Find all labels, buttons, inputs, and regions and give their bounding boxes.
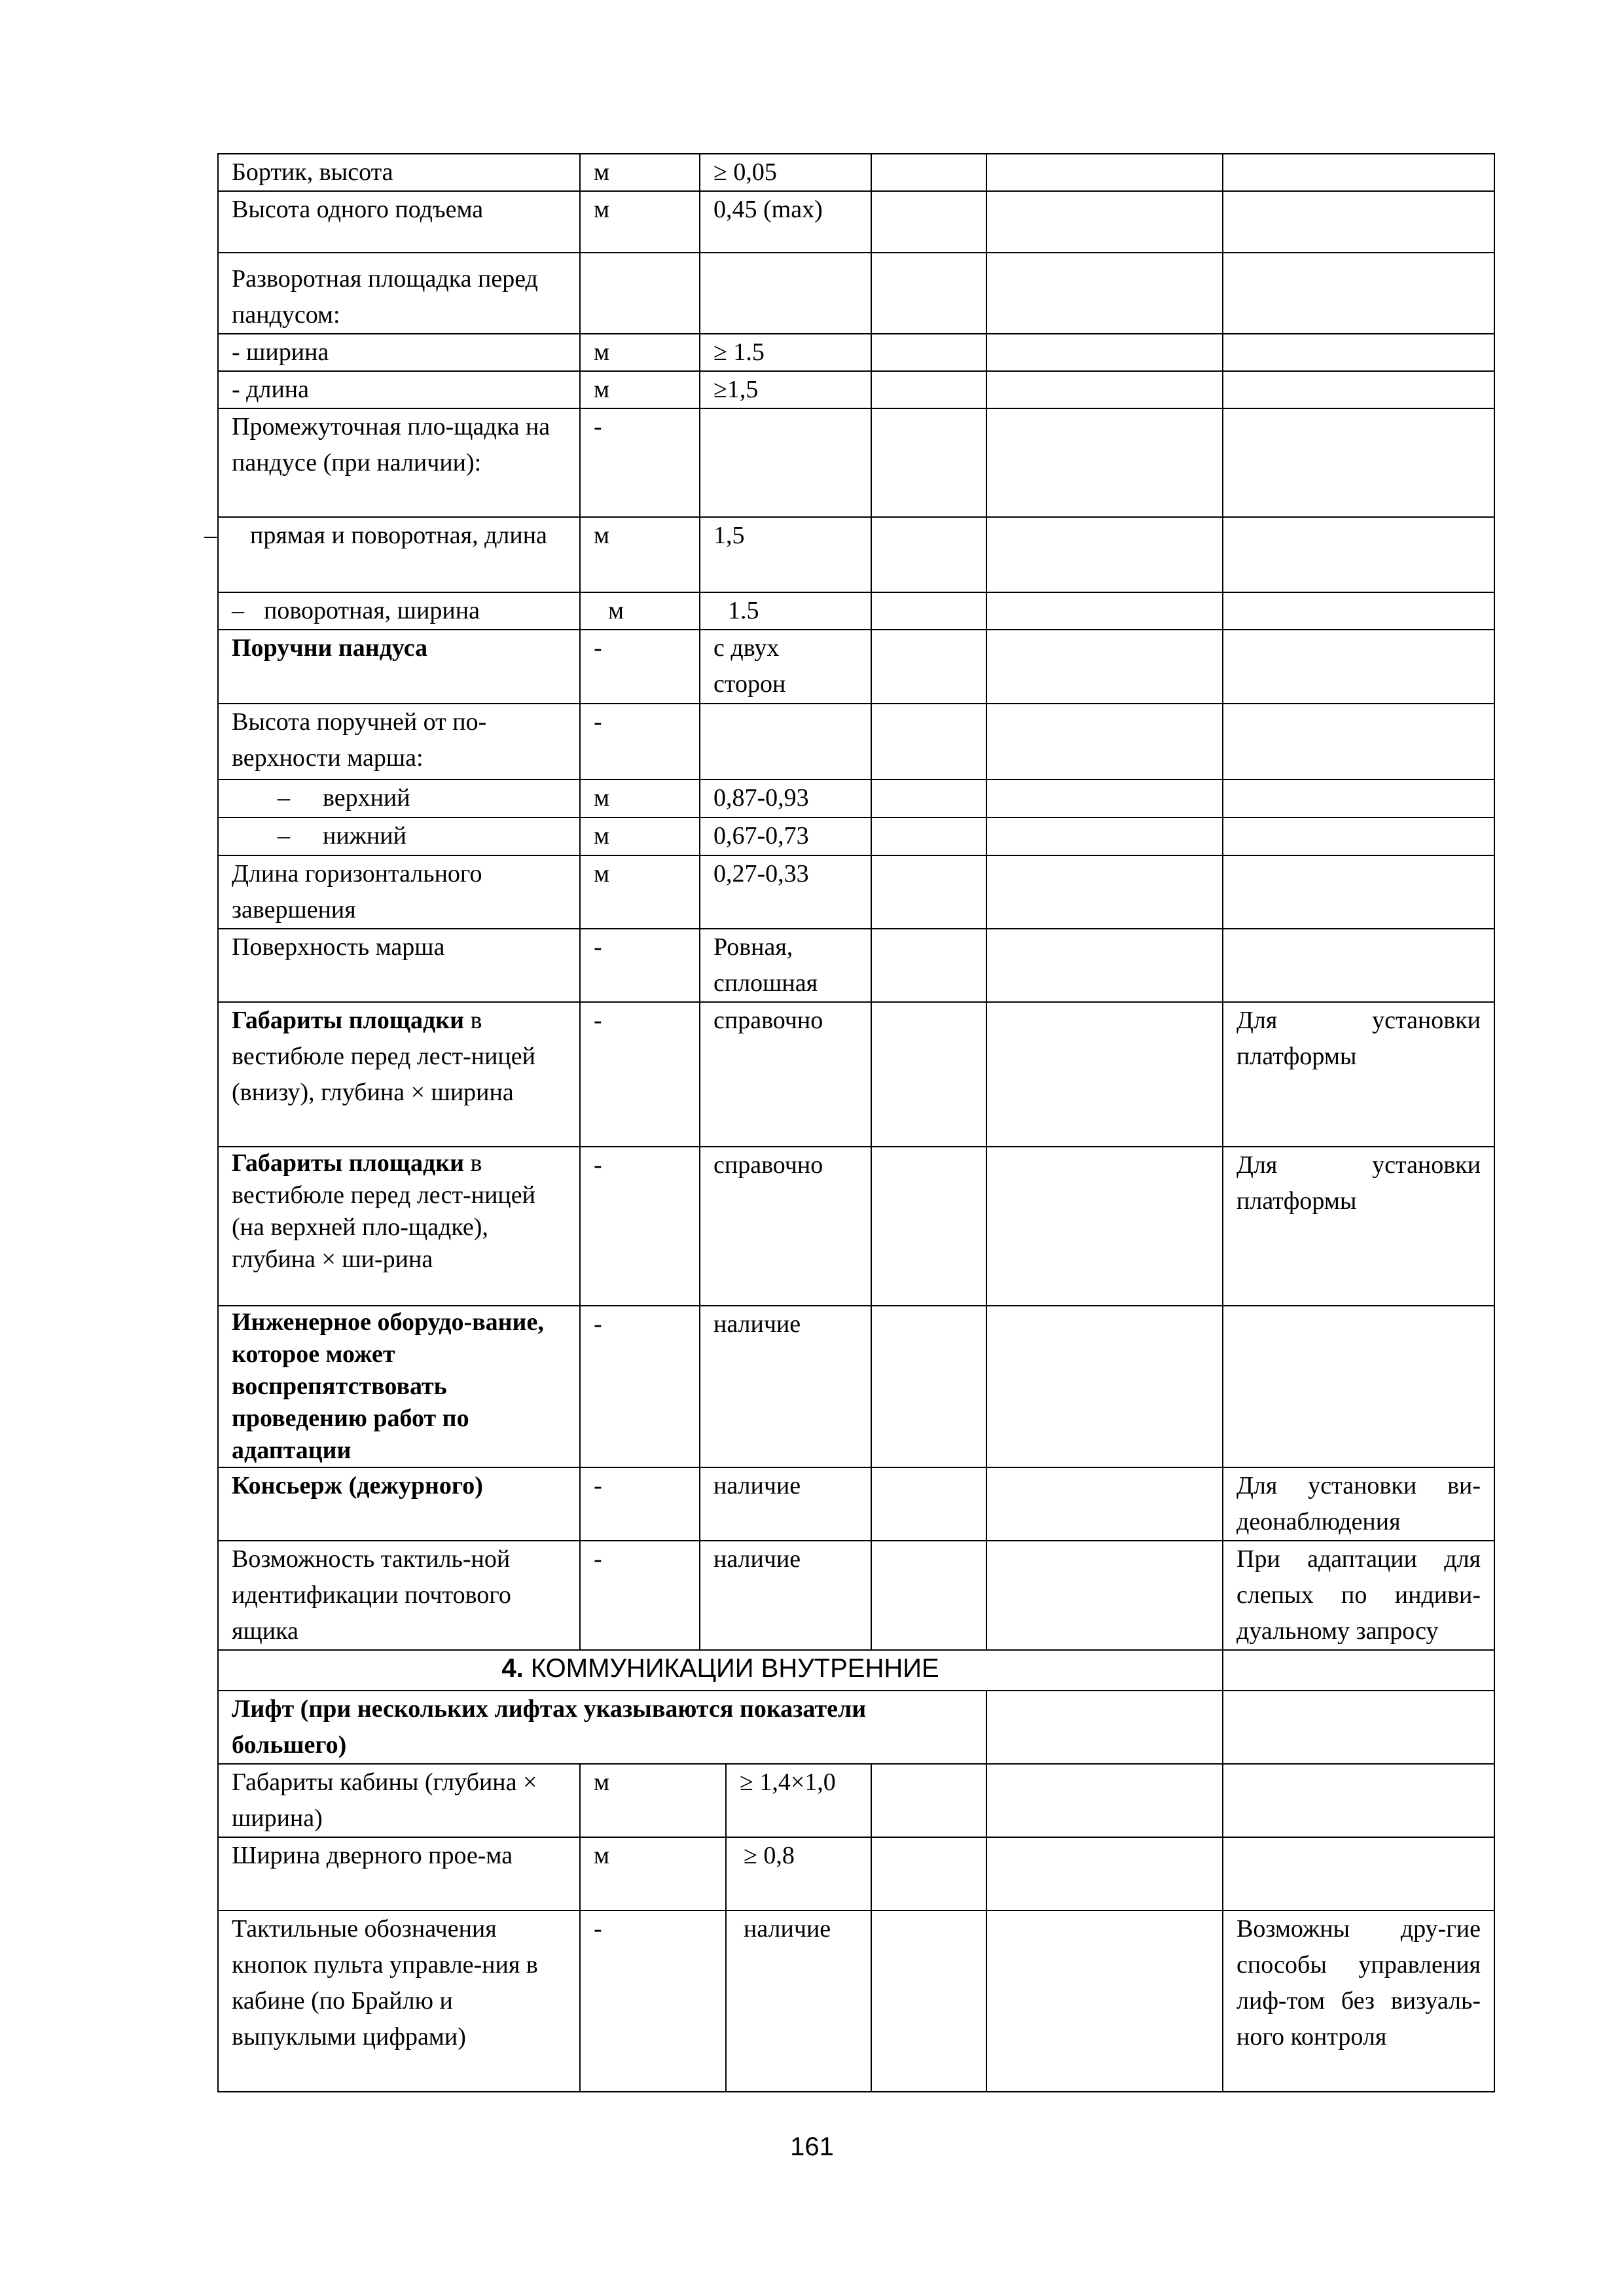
value-cell: наличие [726,1910,871,2092]
blank-cell [986,371,1223,408]
param-cell [218,1147,580,1306]
unit-cell: м [580,855,700,929]
param-bold: Габариты площадки [232,1007,465,1034]
lift-header: Лифт (при нескольких лифтах указываются показатели большего) [218,1691,986,1764]
value-cell [700,253,871,334]
note-cell [1223,371,1494,408]
param-cell [218,1002,580,1147]
note-cell [1223,929,1494,1002]
param-text: в вестибюле перед лест-ницей (на верхней пло-щадке), глубина × ши-рина [232,1149,535,1273]
unit-cell: м [580,334,700,371]
blank-cell [871,334,986,371]
note-cell [1223,855,1494,929]
value-cell [700,408,871,517]
note-cell [1223,253,1494,334]
note-cell: Возможны дру-гие способы управления лиф-том без визуаль-ного контроля [1223,1910,1494,2092]
blank-cell [986,704,1223,780]
value-cell: ≥1,5 [700,371,871,408]
blank-cell [871,371,986,408]
param-text: верхний [323,784,410,812]
unit-cell: - [580,408,700,517]
table-row [218,1147,1494,1306]
section-number: 4. [501,1654,524,1683]
note-cell [1223,1306,1494,1467]
blank-cell [986,1837,1223,1910]
note-cell [1223,1764,1494,1837]
note-cell: Для установки платформы [1223,1147,1494,1306]
blank-cell [871,630,986,704]
param-cell: Габариты кабины (глубина × ширина) [218,1764,580,1837]
param-cell: Высота одного подъема [218,191,580,253]
note-cell [1223,517,1494,592]
blank-cell [871,1306,986,1467]
table-row [218,1837,1494,1910]
param-text: в вестибюле перед лест-ницей (внизу), глубина × ширина [232,1007,535,1106]
value-cell: 1.5 [700,592,871,630]
value-cell: наличие [700,1467,871,1541]
table-row [218,1541,1494,1650]
blank-cell [986,817,1223,855]
blank-cell [986,855,1223,929]
table-row [218,1910,1494,2092]
blank-cell [986,780,1223,817]
dash-marker: – [232,597,244,624]
blank-cell [871,517,986,592]
param-cell: Ширина дверного прое-ма [218,1837,580,1910]
blank-cell [986,517,1223,592]
note-cell: Для установки ви-деонаблюдения [1223,1467,1494,1541]
note-cell [1223,191,1494,253]
section-title [218,1650,1223,1691]
unit-cell: - [580,1002,700,1147]
table-row [218,592,1494,630]
table-row [218,630,1494,704]
table-row [218,1467,1494,1541]
blank-cell [986,1467,1223,1541]
blank-cell [986,334,1223,371]
blank-cell [871,253,986,334]
value-cell: ≥ 1.5 [700,334,871,371]
unit-cell: - [580,1910,726,2092]
table-row [218,704,1494,780]
blank-cell [986,1691,1223,1764]
blank-cell [871,1837,986,1910]
blank-cell [986,1541,1223,1650]
note-cell [1223,334,1494,371]
param-cell: Консьерж (дежурного) [218,1467,580,1541]
param-cell: Разворотная площадка перед пандусом: [218,253,580,334]
param-cell [218,817,580,855]
blank-cell [871,154,986,191]
param-cell: Длина горизонтального завершения [218,855,580,929]
blank-cell [986,191,1223,253]
blank-cell [871,408,986,517]
unit-cell: - [580,1147,700,1306]
param-text: прямая и поворотная, длина [250,522,547,549]
blank-cell [871,1002,986,1147]
unit-cell: м [580,1837,726,1910]
note-cell: Для установки платформы [1223,1002,1494,1147]
unit-cell: м [580,1764,726,1837]
value-cell: с двух сторон [700,630,871,704]
table-row [218,371,1494,408]
blank-cell [871,1764,986,1837]
note-cell: При адаптации для слепых по индиви-дуальному запросу [1223,1541,1494,1650]
section-title-text: КОММУНИКАЦИИ ВНУТРЕННИЕ [523,1654,939,1683]
note-cell [1223,704,1494,780]
param-cell: - ширина [218,334,580,371]
note-cell [1223,408,1494,517]
unit-cell: м [580,780,700,817]
table-row [218,191,1494,253]
param-cell [218,780,580,817]
param-cell: Тактильные обозначения кнопок пульта управле-ния в кабине (по Брайлю и выпуклыми цифрами) [218,1910,580,2092]
table-row [218,855,1494,929]
blank-cell [986,408,1223,517]
param-cell: Поверхность марша [218,929,580,1002]
blank-cell [871,855,986,929]
unit-cell [580,253,700,334]
table-row [218,1764,1494,1837]
value-cell: ≥ 0,05 [700,154,871,191]
blank-cell [871,1147,986,1306]
param-text: нижний [323,822,406,850]
table-row [218,253,1494,334]
blank-cell [871,929,986,1002]
value-cell: Ровная, сплошная [700,929,871,1002]
table-row [218,154,1494,191]
value-cell: 0,27-0,33 [700,855,871,929]
value-cell: справочно [700,1002,871,1147]
accessibility-spec-table [204,153,1495,2092]
note-cell [1223,1837,1494,1910]
value-cell [700,704,871,780]
value-cell: ≥ 1,4×1,0 [726,1764,871,1837]
param-cell: Высота поручней от по-верхности марша: [218,704,580,780]
note-cell [1223,630,1494,704]
note-cell [1223,154,1494,191]
blank-cell [986,929,1223,1002]
unit-cell: - [580,1306,700,1467]
unit-cell: - [580,929,700,1002]
param-cell: - длина [218,371,580,408]
table-row [218,1002,1494,1147]
dash-marker: – [278,784,290,812]
note-cell [1223,817,1494,855]
note-cell [1223,780,1494,817]
blank-cell [871,817,986,855]
blank-cell [986,154,1223,191]
value-cell: 0,45 (max) [700,191,871,253]
value-cell: 0,87-0,93 [700,780,871,817]
blank-cell [871,592,986,630]
param-cell: Возможность тактиль-ной идентификации почтового ящика [218,1541,580,1650]
blank-cell [1223,1650,1494,1691]
table-row [218,780,1494,817]
unit-cell: м [580,371,700,408]
value-cell: 0,67-0,73 [700,817,871,855]
table-row [218,517,1494,592]
section-header-row [218,1650,1494,1691]
blank-cell [871,1541,986,1650]
unit-cell: м [580,191,700,253]
blank-cell [871,191,986,253]
table-row [218,817,1494,855]
unit-cell: - [580,704,700,780]
param-cell: Промежуточная пло-щадка на пандусе (при наличии): [218,408,580,517]
value-cell: наличие [700,1306,871,1467]
page-number: 161 [790,2132,834,2161]
blank-cell [986,1910,1223,2092]
unit-cell: - [580,1541,700,1650]
table-row [218,929,1494,1002]
blank-cell [986,253,1223,334]
unit-cell: м [580,592,700,630]
value-cell: ≥ 0,8 [726,1837,871,1910]
blank-cell [986,592,1223,630]
table-row [218,408,1494,517]
param-text: поворотная, ширина [264,597,480,624]
value-cell: 1,5 [700,517,871,592]
blank-cell [986,1002,1223,1147]
param-cell [218,592,580,630]
blank-cell [871,704,986,780]
value-cell: справочно [700,1147,871,1306]
unit-cell: м [580,517,700,592]
note-cell [1223,592,1494,630]
blank-cell [986,1147,1223,1306]
dash-marker: – [278,822,290,850]
param-cell: – прямая и поворотная, длина [218,517,580,592]
table-row [218,1306,1494,1467]
param-cell: Поручни пандуса [218,630,580,704]
param-bold: Габариты площадки [232,1149,465,1177]
blank-cell [986,1764,1223,1837]
table-row [218,334,1494,371]
blank-cell [1223,1691,1494,1764]
param-cell: Инженерное оборудо-вание, которое может воспрепятствовать проведению работ по адаптации [218,1306,580,1467]
unit-cell: - [580,630,700,704]
param-cell: Бортик, высота [218,154,580,191]
unit-cell: - [580,1467,700,1541]
blank-cell [986,1306,1223,1467]
lift-header-row [218,1691,1494,1764]
blank-cell [871,1910,986,2092]
value-cell: наличие [700,1541,871,1650]
unit-cell: м [580,154,700,191]
blank-cell [986,630,1223,704]
unit-cell: м [580,817,700,855]
blank-cell [871,1467,986,1541]
blank-cell [871,780,986,817]
